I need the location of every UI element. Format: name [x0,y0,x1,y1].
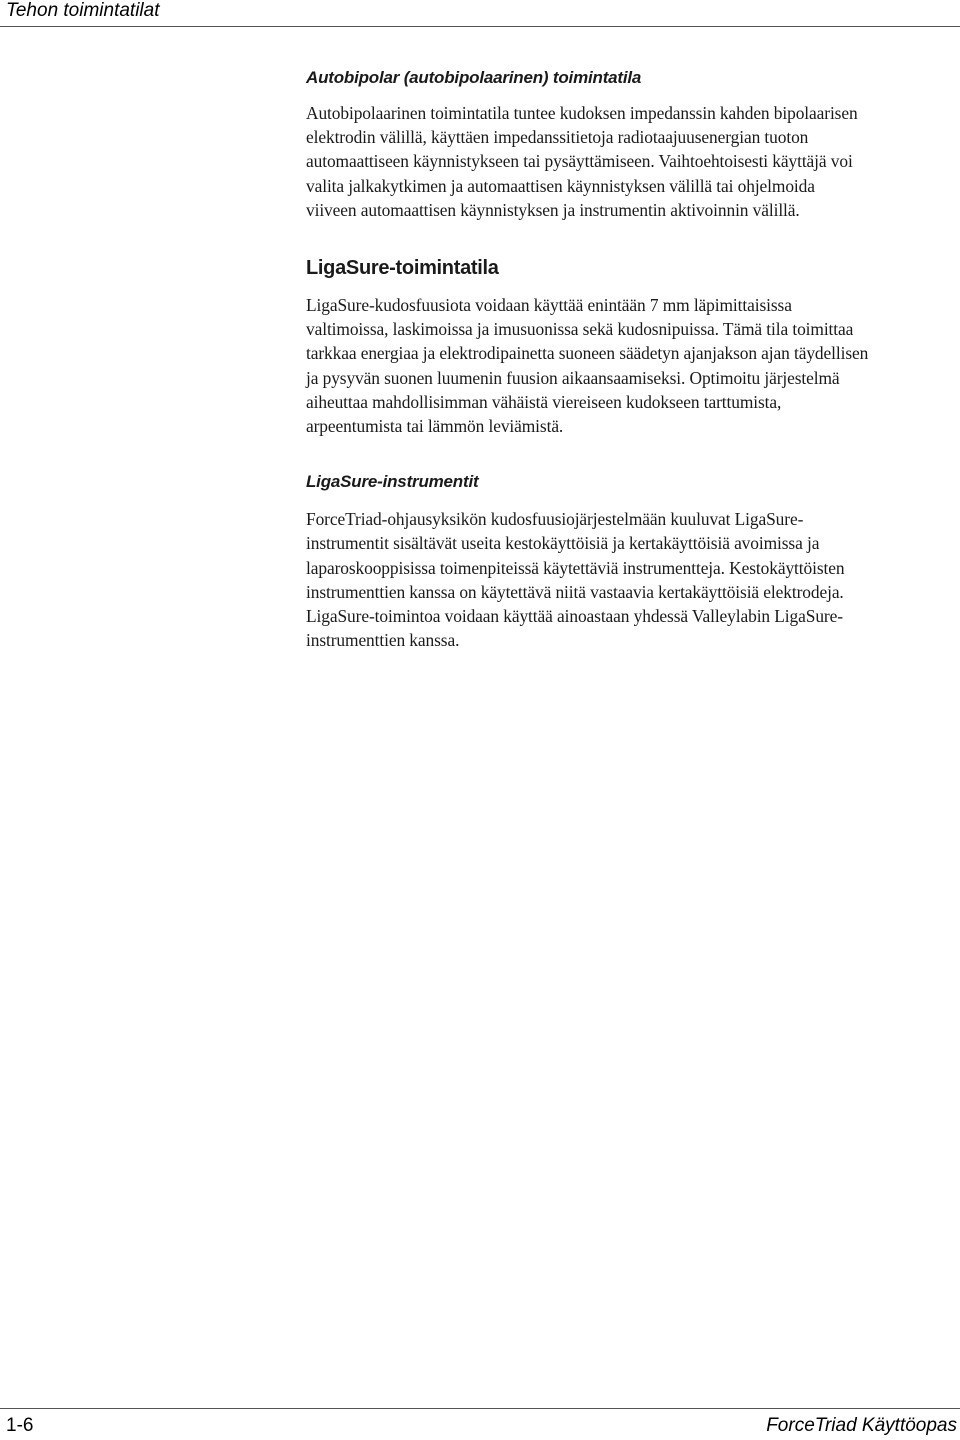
paragraph-autobipolar [306,101,936,222]
footer-document-title: ForceTriad Käyttöopas [766,1415,957,1436]
section-title-autobipolar: Autobipolar (autobipolaarinen) toimintatila [306,68,642,87]
footer-divider [0,1408,960,1409]
paragraph-line: arpeentumista tai lämmön leviämistä. [306,416,564,437]
paragraph-line: instrumentit sisältävät useita kestokäyttöisiä ja kertakäyttöisiä avoimissa ja [306,533,820,554]
paragraph-line: valtimoissa, laskimoissa ja imusuonissa sekä kudosnipuissa. Tämä tila toimittaa [306,319,854,340]
paragraph-line: ja pysyvän suonen luumenin fuusion aikaansaamiseksi. Optimoitu järjestelmä [306,367,840,388]
paragraph-line: tarkkaa energiaa ja elektrodipainetta suoneen säädetyn ajanjakson ajan täydellisen [306,343,869,364]
paragraph-line: laparoskooppisissa toimenpiteissä käytettäviä instrumentteja. Kestokäyttöisten [306,557,845,578]
running-header: Tehon toimintatilat [6,0,160,21]
paragraph-line: viiveen automaattisen käynnistyksen ja instrumentin aktivoinnin välillä. [306,199,800,220]
paragraph-line: elektrodin välillä, käyttäen impedanssitietoja radiotaajuusenergian tuoton [306,127,809,148]
paragraph-line: instrumenttien kanssa on käytettävä niitä vastaavia kertakäyttöisiä elektrodeja. [306,581,844,602]
paragraph-line: LigaSure-kudosfuusiota voidaan käyttää enintään 7 mm läpimittaisissa [306,295,792,316]
paragraph-ligasure-instruments [306,507,936,652]
paragraph-line: aiheuttaa mahdollisimman vähäistä viereiseen kudokseen tarttumista, [306,391,782,412]
section-title-ligasure-instruments: LigaSure-instrumentit [306,472,479,492]
paragraph-line: automaattiseen käynnistykseen tai pysäyttämiseen. Vaihtoehtoisesti käyttäjä voi [306,151,853,172]
paragraph-line: Autobipolaarinen toimintatila tuntee kudoksen impedanssin kahden bipolaarisen [306,103,858,123]
header-divider [0,26,960,27]
page-content [306,62,936,652]
paragraph-line: ForceTriad-ohjausyksikön kudosfuusiojärjestelmään kuuluvat LigaSure- [306,509,804,530]
paragraph-line: valita jalkakytkimen ja automaattisen käynnistyksen välillä tai ohjelmoida [306,175,815,196]
section-title-ligasure-mode: LigaSure-toimintatila [306,257,499,280]
paragraph-line: LigaSure-toimintoa voidaan käyttää ainoastaan yhdessä Valleylabin LigaSure- [306,606,843,627]
paragraph-ligasure-mode [306,293,936,438]
paragraph-line: instrumenttien kanssa. [306,630,460,651]
page-number: 1-6 [6,1415,34,1436]
